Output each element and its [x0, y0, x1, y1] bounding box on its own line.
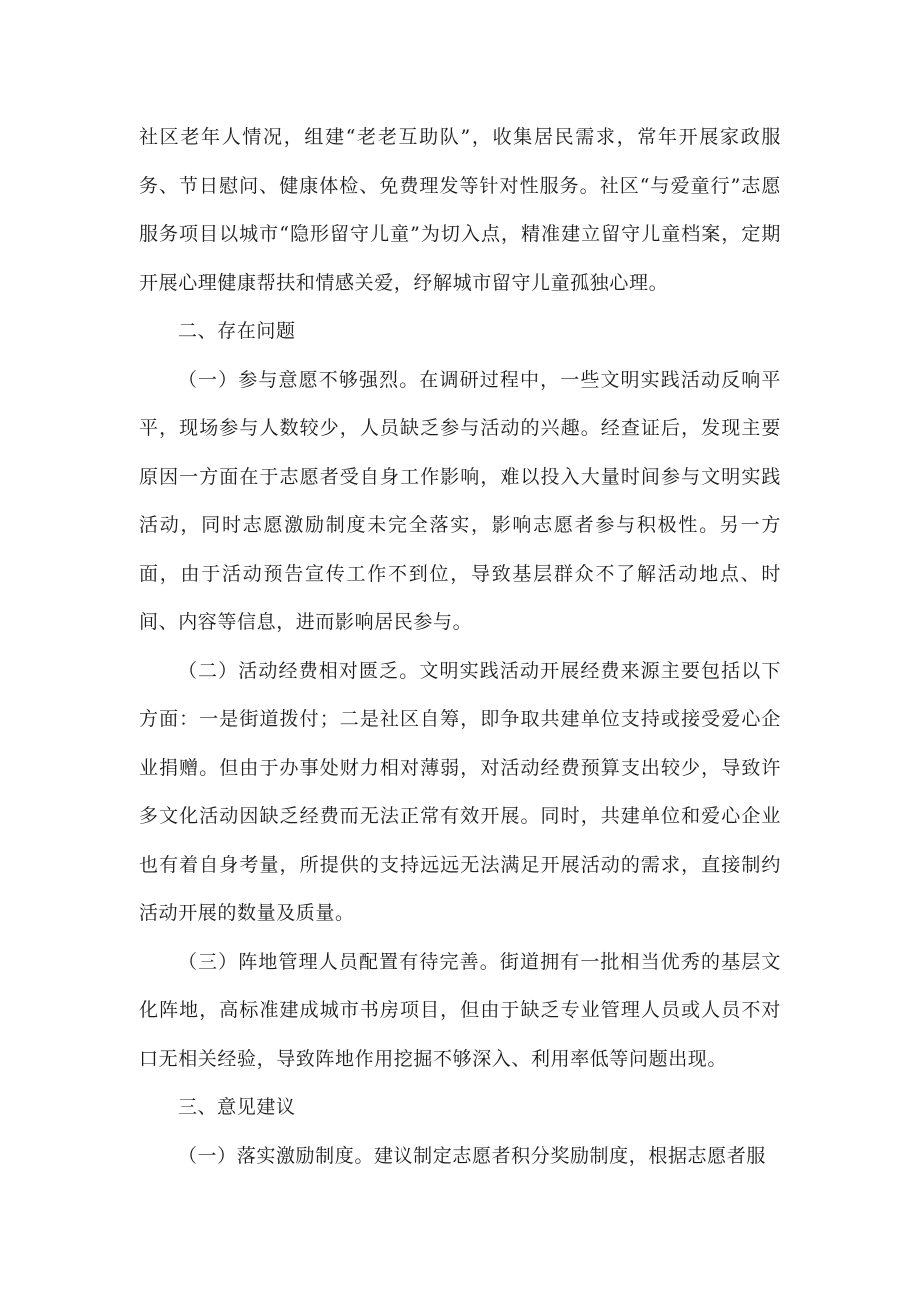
- section-heading-problems: 二、存在问题: [177, 320, 296, 342]
- paragraph-activity-funding: （二）活动经费相对匮乏。文明实践活动开展经费来源主要包括以下方面：一是街道拨付；二是社区自筹，即争取共建单位支持或接受爱心企业捐赠。但由于办事处财力相对薄弱，对活动经费预算支出较少，导致许多文化活动因缺乏经费而无法正常有效开展。同时，共建单位和爱心企业也有着自身考量，所提供的支持远远无法满足开展活动的需求，直接制约活动开展的数量及质量。: [139, 659, 781, 924]
- paragraph-incentive-system: （一）落实激励制度。建议制定志愿者积分奖励制度，根据志愿者服: [177, 1144, 766, 1167]
- document-body: [139, 113, 781, 1180]
- section-heading-suggestions: 三、意见建议: [177, 1096, 296, 1118]
- paragraph-participation-willingness: （一）参与意愿不够强烈。在调研过程中，一些文明实践活动反响平平，现场参与人数较少，人员缺乏参与活动的兴趣。经查证后，发现主要原因一方面在于志愿者受自身工作影响，难以投入大量时间参与文明实践活动，同时志愿激励制度未完全落实，影响志愿者参与积极性。另一方面，由于活动预告宣传工作不到位，导致基层群众不了解活动地点、时间、内容等信息，进而影响居民参与。: [139, 368, 781, 633]
- paragraph-continued: 社区老年人情况，组建“老老互助队”，收集居民需求，常年开展家政服务、节日慰问、健康体检、免费理发等针对性服务。社区“与爱童行”志愿服务项目以城市“隐形留守儿童”为切入点，精准建立留守儿童档案，定期开展心理健康帮扶和情感关爱，纾解城市留守儿童孤独心理。: [139, 126, 781, 294]
- paragraph-venue-staffing: （三）阵地管理人员配置有待完善。街道拥有一批相当优秀的基层文化阵地，高标准建成城市书房项目，但由于缺乏专业管理人员或人员不对口无相关经验，导致阵地作用挖掘不够深入、利用率低等问题出现。: [139, 950, 781, 1070]
